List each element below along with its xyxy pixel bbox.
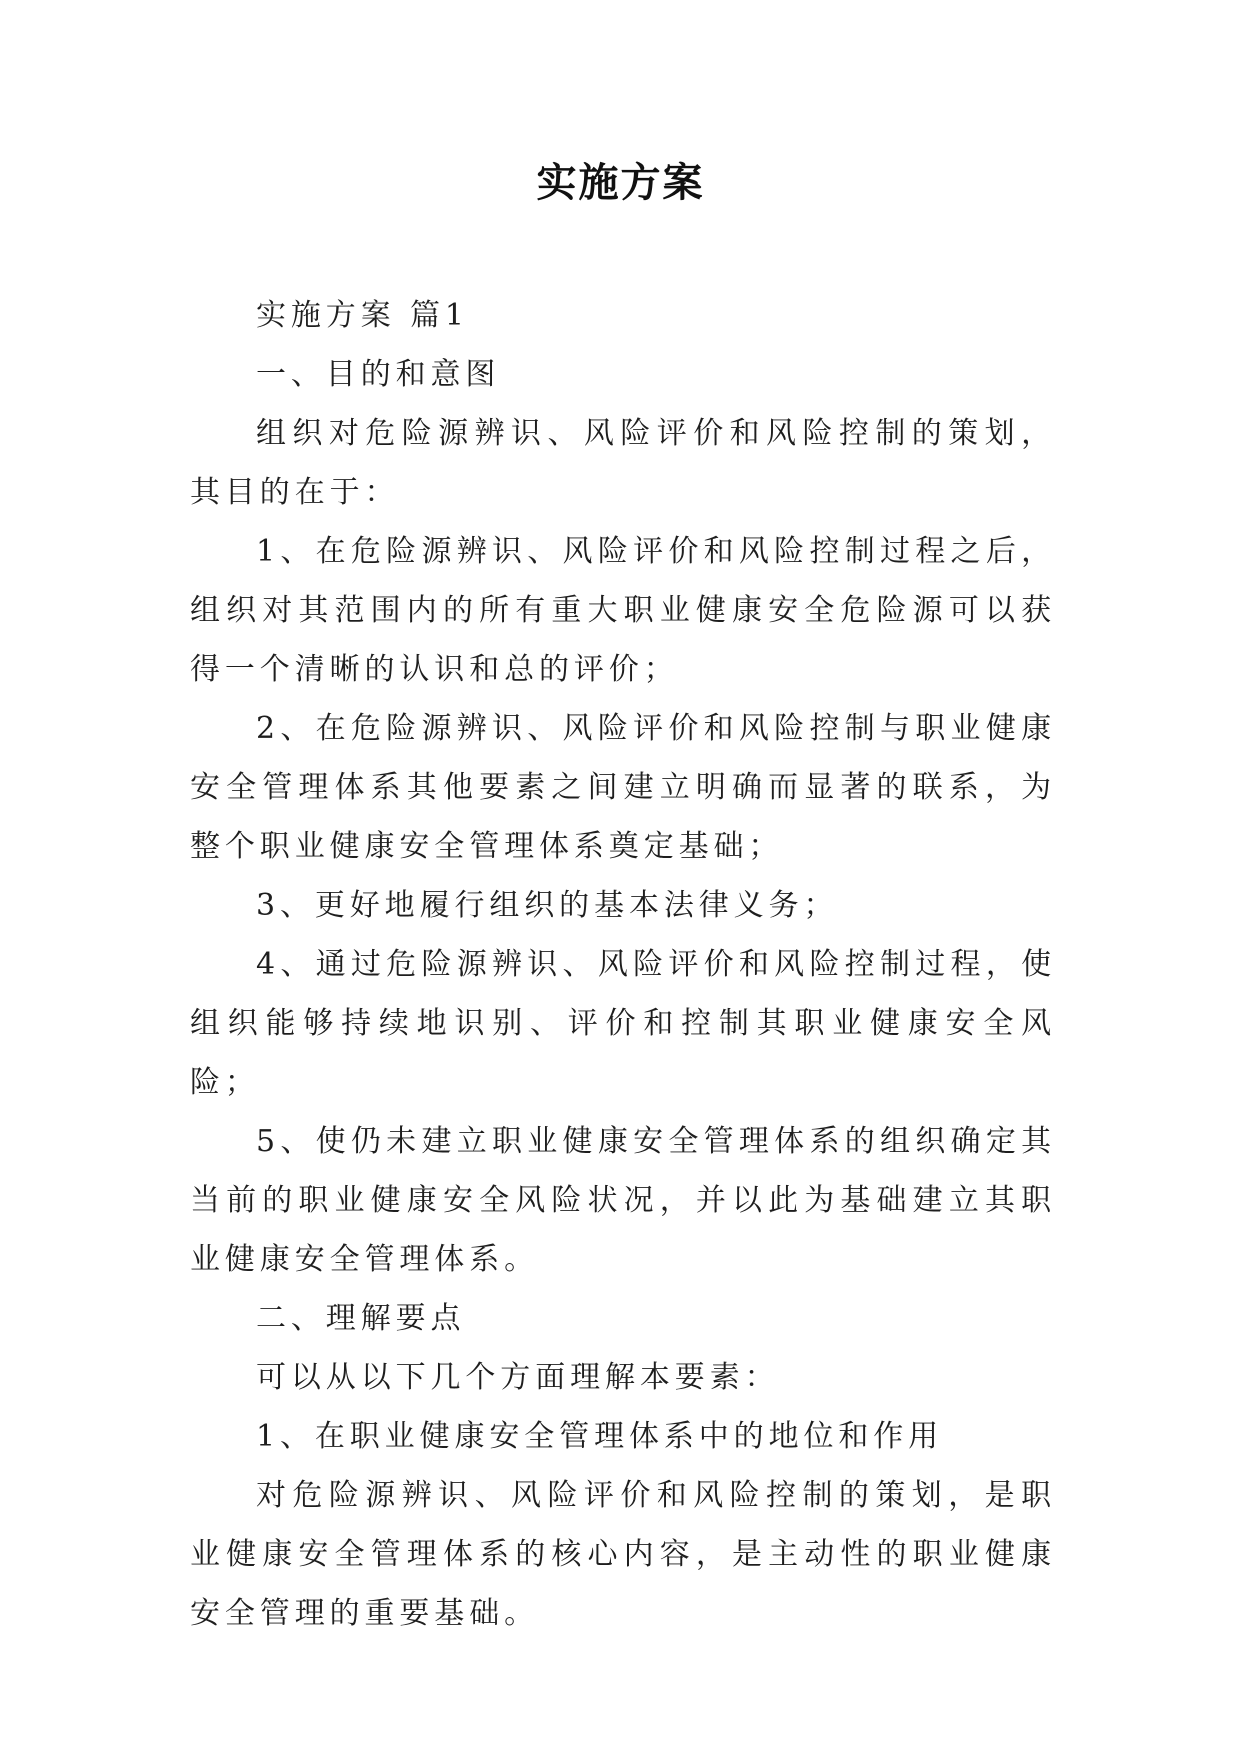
paragraph: 实施方案 篇1	[256, 298, 469, 333]
subsection-heading: 1、在职业健康安全管理体系中的地位和作用	[256, 1419, 944, 1454]
list-item: 2、在危险源辨识、风险评价和风险控制与职业健康安全管理体系其他要素之间建立明确而显著的联系，为整个职业健康安全管理体系奠定基础；	[190, 711, 1056, 864]
section-heading: 一、目的和意图	[256, 357, 501, 392]
list-item: 5、使仍未建立职业健康安全管理体系的组织确定其当前的职业健康安全风险状况，并以此为基础建立其职业健康安全管理体系。	[190, 1124, 1056, 1277]
list-item: 4、通过危险源辨识、风险评价和风险控制过程，使组织能够持续地识别、评价和控制其职业健康安全风险；	[190, 947, 1056, 1100]
document-title: 实施方案	[536, 159, 705, 206]
list-item: 3、更好地履行组织的基本法律义务；	[256, 888, 839, 923]
paragraph: 组织对危险源辨识、风险评价和风险控制的策划，其目的在于：	[190, 416, 1056, 510]
paragraph: 对危险源辨识、风险评价和风险控制的策划，是职业健康安全管理体系的核心内容，是主动性的职业健康安全管理的重要基础。	[190, 1478, 1056, 1631]
paragraph: 可以从以下几个方面理解本要素：	[256, 1360, 780, 1395]
document-body	[190, 286, 1056, 1643]
list-item: 1、在危险源辨识、风险评价和风险控制过程之后，组织对其范围内的所有重大职业健康安全危险源可以获得一个清晰的认识和总的评价；	[190, 534, 1056, 687]
section-heading: 二、理解要点	[256, 1301, 466, 1336]
